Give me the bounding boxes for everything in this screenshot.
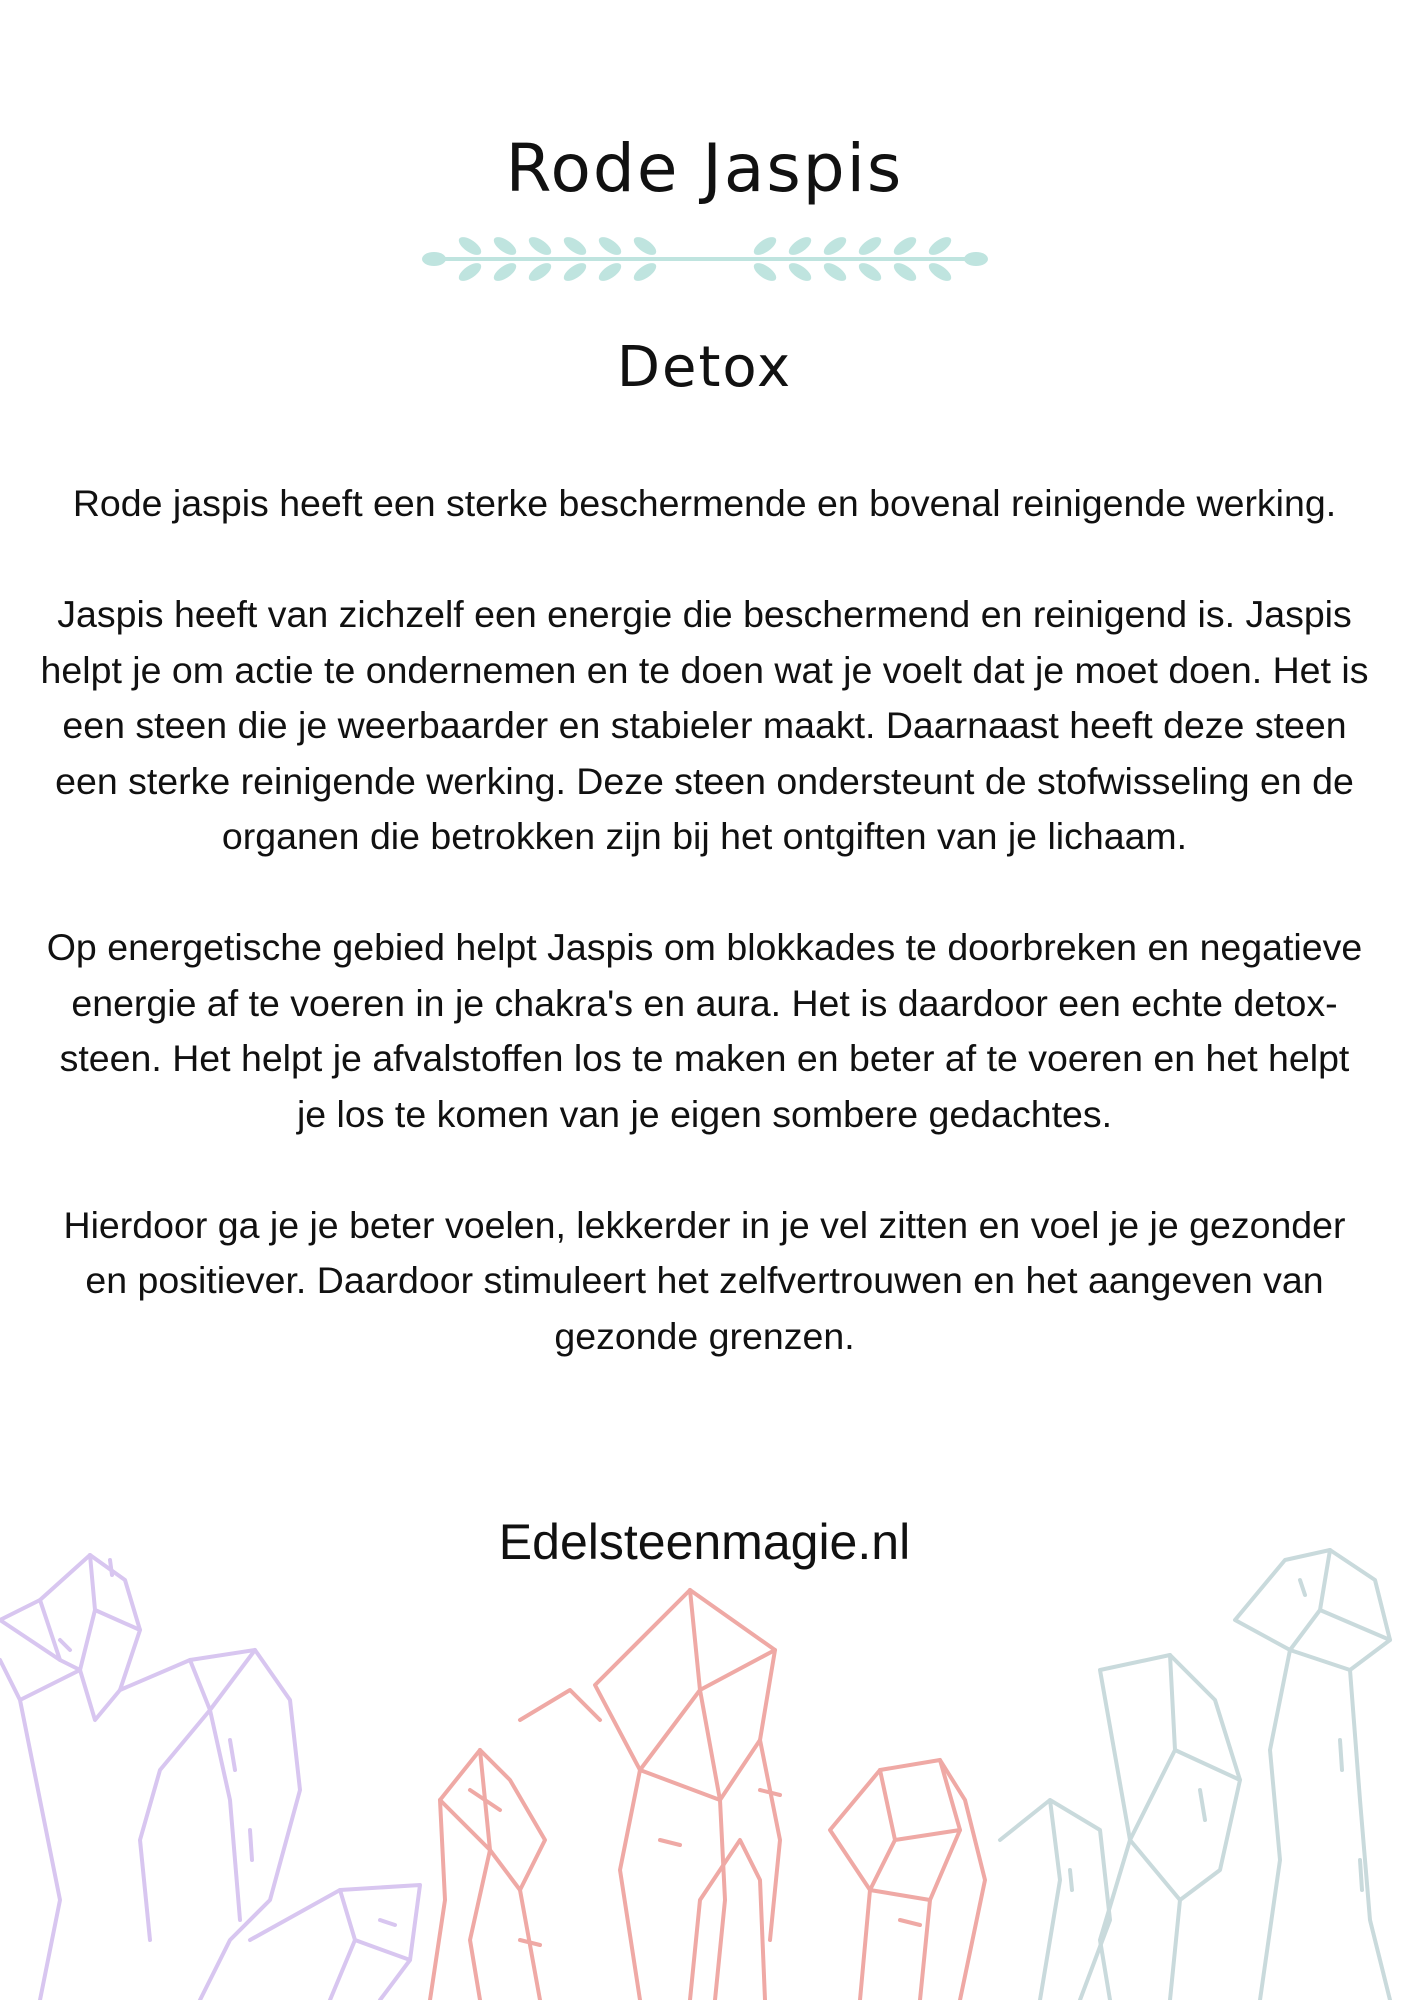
crystal-left-group [0,1555,420,2000]
paragraph-effects: Hierdoor ga je je beter voelen, lekkerder in je vel zitten en voel je je gezonder en positiever. Daardoor stimuleert het zelfvertrouwen en het aangeven van gezonde grenzen. [63,1203,1346,1357]
crystal-right-group [1000,1550,1390,2000]
paragraph-intro: Rode jaspis heeft een sterke beschermende en bovenal reinigende werking. [72,482,1337,524]
paragraph-energy: Jaspis heeft van zichzelf een energie die beschermend en reinigend is. Jaspis helpt je om actie te ondernemen en te doen wat je voelt dat je moet doen. Het is een steen die je weerbaarder en stabieler maakt. Daarnaast heeft deze steen een sterke reinigende werking. Deze steen ondersteunt de stofwisseling en de organen die betrokken zijn bij het ontgiften van je lichaam. [40,593,1369,857]
crystal-center-group [430,1590,985,2000]
page-title: Rode Jaspis [505,130,904,207]
paragraph-energetic: Op energetische gebied helpt Jaspis om blokkades te doorbreken en negatieve energie af te voeren in je chakra's en aura. Het is daardoor een echte detox-steen. Het helpt je afvalstoffen los te maken en beter af te voeren en het helpt je los te komen van je eigen sombere gedachtes. [46,926,1363,1135]
crystal-cluster-illustration [0,1540,1409,2000]
body-text [40,476,1369,1420]
page-subtitle: Detox [616,335,793,400]
website-label: Edelsteenmagie.nl [498,1514,911,1570]
laurel-divider-icon [420,226,990,292]
